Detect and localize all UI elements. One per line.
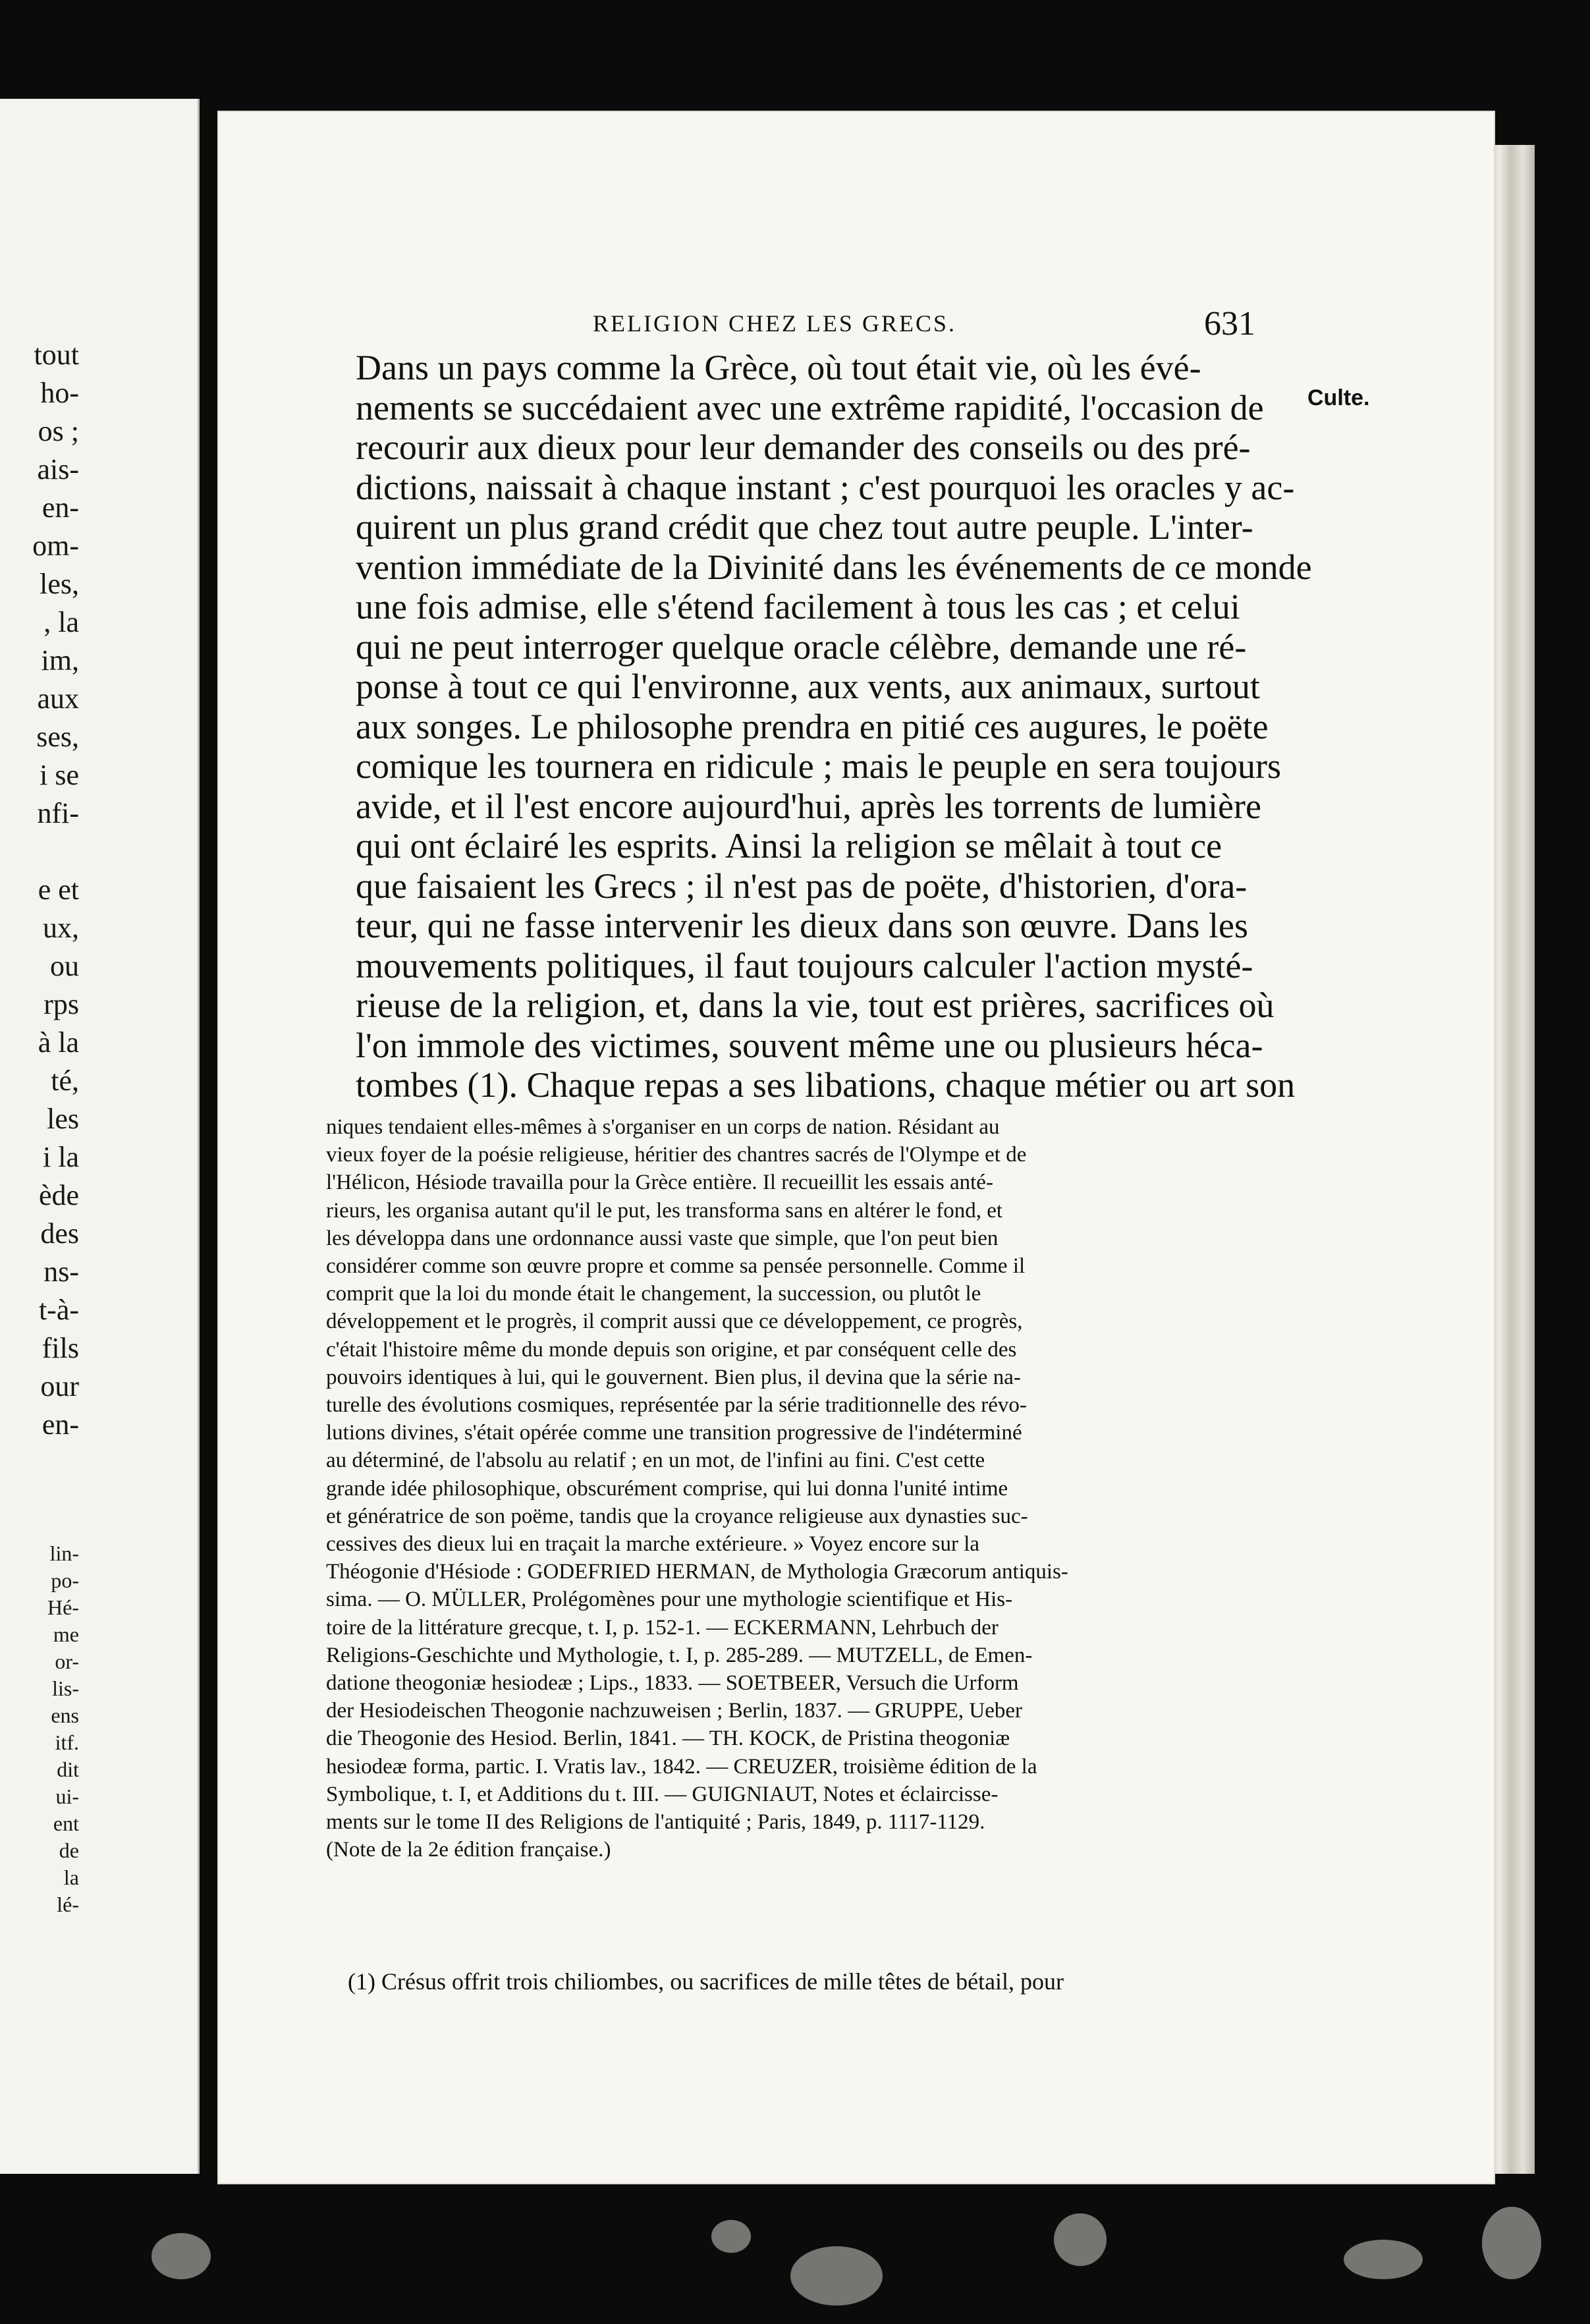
facing-page [0,99,200,2174]
note-line: considérer comme son œuvre propre et comme sa pensée personnelle. Comme il [326,1254,1026,1279]
note-line: comprit que la loi du monde était le changement, la succession, ou plutôt le [326,1282,981,1306]
facing-page-line: i se [40,759,79,791]
note-line: lutions divines, s'était opérée comme une transition progressive de l'indéterminé [326,1421,1022,1445]
scan-background [0,2194,1590,2324]
note-line: développement et le progrès, il comprit aussi que ce développement, ce progrès, [326,1310,1023,1334]
facing-page-fragments-upper [0,336,79,1444]
body-line: Dans un pays comme la Grèce, où tout était vie, où les évé- [356,348,1201,387]
facing-page-line: les [47,1103,79,1135]
facing-page-line: po- [51,1568,79,1592]
facing-page-line [0,833,79,871]
body-line: teur, qui ne fasse intervenir les dieux dans son œuvre. Dans les [356,906,1248,945]
footnote-1: (1) Crésus offrit trois chiliombes, ou sacrifices de mille têtes de bétail, pour [348,1968,1064,1995]
body-line: nements se succédaient avec une extrême rapidité, l'occasion de [356,387,1264,428]
facing-page-line: ns- [43,1256,79,1288]
note-line: datione theogoniæ hesiodeæ ; Lips., 1833. — SOETBEER, Versuch die Urform [326,1671,1019,1696]
note-line: c'était l'histoire même du monde depuis son origine, et par conséquent celle des [326,1337,1017,1362]
facing-page-line: itf. [55,1730,79,1754]
body-line: qui ont éclairé les esprits. Ainsi la religion se mêlait à tout ce [356,826,1222,866]
note-line: (Note de la 2e édition française.) [326,1838,611,1862]
facing-page-line: ses, [36,721,79,753]
facing-page-fragments-lower [0,1540,79,1918]
facing-page-line: nfi- [37,797,79,829]
facing-page-line: ède [38,1179,79,1211]
facing-page-line: lin- [49,1541,79,1565]
note-line: Théogonie d'Hésiode : GODEFRIED HERMAN, de Mythologia Græcorum antiquis- [326,1560,1068,1584]
facing-page-line: me [53,1622,79,1646]
margin-note: Culte. [1307,385,1370,410]
facing-page-line: lé- [57,1893,79,1916]
note-line: turelle des évolutions cosmiques, représentée par la série traditionnelle des révo- [326,1393,1027,1418]
facing-page-line: la [63,1866,79,1889]
facing-page-line: té, [51,1065,79,1097]
facing-page-line: om- [32,530,79,562]
facing-page-line: Hé- [47,1595,79,1619]
facing-page-line: ui- [55,1784,79,1808]
note-line: cessives des dieux lui en traçait la marche extérieure. » Voyez encore sur la [326,1532,980,1557]
note-line: rieurs, les organisa autant qu'il le put, les transforma sans en altérer le fond, et [326,1198,1003,1223]
body-line: une fois admise, elle s'étend facilement à tous les cas ; et celui [356,587,1240,626]
body-line: comique les tournera en ridicule ; mais le peuple en sera toujours [356,746,1282,786]
note-line: der Hesiodeischen Theogonie nachzuweisen ; Berlin, 1837. — GRUPPE, Ueber [326,1699,1022,1723]
facing-page-line: e et [38,873,79,906]
body-line: mouvements politiques, il faut toujours calculer l'action mysté- [356,945,1253,985]
facing-page-line: ais- [37,453,79,485]
facing-page-line: , la [43,606,79,638]
facing-page-line: de [59,1839,79,1862]
page-number: 631 [1204,305,1255,343]
note-line: ments sur le tome II des Religions de l'antiquité ; Paris, 1849, p. 1117-1129. [326,1810,985,1835]
note-line: les développa dans une ordonnance aussi vaste que simple, que l'on peut bien [326,1226,999,1250]
main-paragraph [356,348,1312,1105]
note-line: pouvoirs identiques à lui, qui le gouvernent. Bien plus, il devina que la série na- [326,1365,1021,1389]
facing-page-line: lis- [52,1676,79,1700]
facing-page-line: en- [41,491,79,524]
facing-page-line: i la [43,1141,79,1173]
facing-page-line: our [40,1370,79,1402]
note-line: au déterminé, de l'absolu au relatif ; en un mot, de l'infini au fini. C'est cette [326,1449,985,1473]
body-line: dictions, naissait à chaque instant ; c'est pourquoi les oracles y ac- [356,467,1295,507]
facing-page-line: t-à- [38,1294,79,1326]
body-line: rieuse de la religion, et, dans la vie, tout est prières, sacrifices où [356,985,1275,1025]
facing-page-line: en- [41,1408,79,1441]
facing-page-line: im, [41,644,79,677]
facing-page-line: des [40,1217,79,1250]
note-line: Religions-Geschichte und Mythologie, t. I, p. 285-289. — MUTZELL, de Emen- [326,1643,1033,1667]
body-line: quirent un plus grand crédit que chez tout autre peuple. L'inter- [356,507,1253,547]
facing-page-line: ou [50,950,79,982]
body-line: l'on immole des victimes, souvent même une ou plusieurs héca- [356,1025,1263,1065]
note-line: toire de la littérature grecque, t. I, p. 152-1. — ECKERMANN, Lehrbuch der [326,1615,999,1640]
note-line: et génératrice de son poëme, tandis que la croyance religieuse aux dynasties suc- [326,1504,1028,1528]
facing-page-line: aux [37,682,79,715]
continued-note [326,1113,1242,1864]
facing-page-line: les, [40,568,79,600]
body-line: tombes (1). Chaque repas a ses libations, chaque métier ou art son [356,1065,1296,1105]
body-line: aux songes. Le philosophe prendra en pitié ces augures, le poëte [356,706,1269,746]
facing-page-line: fils [41,1332,79,1364]
body-line: avide, et il l'est encore aujourd'hui, après les torrents de lumière [356,786,1261,826]
body-line: qui ne peut interroger quelque oracle célèbre, demande une ré- [356,626,1247,667]
note-line: Symbolique, t. I, et Additions du t. III. — GUIGNIAUT, Notes et éclaircisse- [326,1782,999,1806]
body-line: recourir aux dieux pour leur demander des conseils ou des pré- [356,428,1251,467]
facing-page-line: or- [55,1649,79,1673]
body-line: ponse à tout ce qui l'environne, aux vents, aux animaux, surtout [356,667,1260,706]
facing-page-line: à la [38,1026,79,1059]
note-line: sima. — O. MÜLLER, Prolégomènes pour une mythologie scientifique et His- [326,1588,1013,1612]
body-line: que faisaient les Grecs ; il n'est pas de poëte, d'historien, d'ora- [356,866,1247,906]
facing-page-line: rps [43,988,79,1020]
facing-page-line: tout [34,339,79,371]
body-line: vention immédiate de la Divinité dans les événements de ce monde [356,547,1312,587]
note-line: niques tendaient elles-mêmes à s'organiser en un corps de nation. Résidant au [326,1115,1000,1139]
note-line: hesiodeæ forma, partic. I. Vratis lav., 1842. — CREUZER, troisième édition de la [326,1754,1037,1779]
note-line: grande idée philosophique, obscurément comprise, qui lui donna l'unité intime [326,1476,1008,1501]
facing-page-line: ens [51,1703,79,1727]
facing-page-line: ux, [43,912,79,944]
facing-page-line: os ; [38,415,79,447]
facing-page-line: ent [53,1812,79,1835]
note-line: die Theogonie des Hesiod. Berlin, 1841. — TH. KOCK, de Pristina theogoniæ [326,1727,1010,1751]
note-line: l'Hélicon, Hésiode travailla pour la Grèce entière. Il recueillit les essais anté- [326,1171,993,1195]
facing-page-line: ho- [40,377,79,409]
facing-page-line: dit [57,1757,79,1781]
running-head: RELIGION CHEZ LES GRECS. [593,310,956,337]
note-line: vieux foyer de la poésie religieuse, héritier des chantres sacrés de l'Olympe et de [326,1143,1027,1167]
